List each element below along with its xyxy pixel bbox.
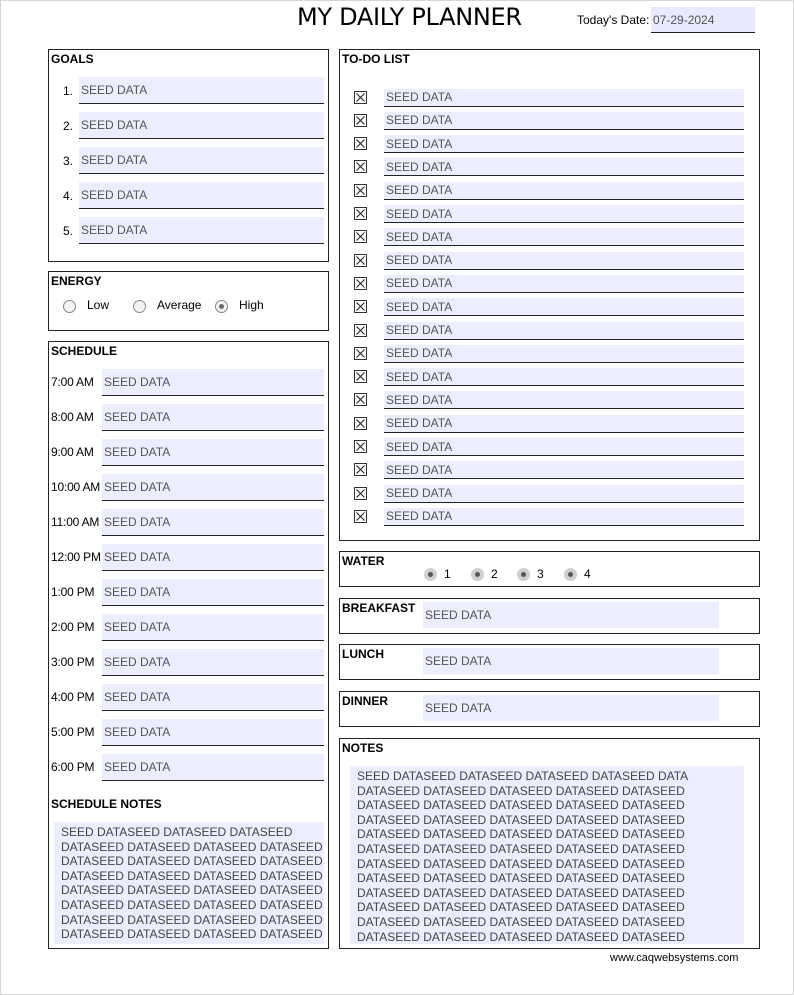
footer-site: www.caqwebsystems.com — [610, 952, 739, 964]
water-glass-radio[interactable] — [517, 568, 530, 581]
schedule-field[interactable]: SEED DATA — [102, 614, 324, 641]
schedule-field[interactable]: SEED DATA — [102, 544, 324, 571]
water-glass-radio[interactable] — [564, 568, 577, 581]
energy-radio-high[interactable] — [215, 300, 228, 313]
todo-checkbox[interactable] — [354, 277, 367, 290]
todo-field[interactable]: SEED DATA — [384, 508, 744, 526]
todo-checkbox[interactable] — [354, 254, 367, 267]
goal-field[interactable]: SEED DATA — [79, 112, 324, 139]
breakfast-field[interactable]: SEED DATA — [423, 602, 719, 628]
water-glass-label: 4 — [584, 567, 591, 581]
todo-field[interactable]: SEED DATA — [384, 298, 744, 316]
schedule-notes-field[interactable]: SEED DATASEED DATASEED DATASEED DATASEED DATASEED DATASEED DATASEED DATASEED DATASEED DATASEED DATASEED DATASEED DATASEED DATASEED DATASEED DATASEED DATASEED DATASEED DATASEED DATASEED DATASEED DATASEED DATASEED DATASEED DATASEED DATASEED DATASEED DATASEED DATASEED DATASEED DATASEED — [54, 822, 324, 944]
todo-checkbox[interactable] — [354, 417, 367, 430]
todo-field[interactable]: SEED DATA — [384, 252, 744, 270]
todo-checkbox[interactable] — [354, 207, 367, 220]
goals-label: GOALS — [51, 52, 94, 66]
todo-checkbox[interactable] — [354, 300, 367, 313]
schedule-field[interactable]: SEED DATA — [102, 439, 324, 466]
goal-field[interactable]: SEED DATA — [79, 182, 324, 209]
schedule-time: 11:00 AM — [51, 515, 100, 529]
todo-field[interactable]: SEED DATA — [384, 368, 744, 386]
todo-field[interactable]: SEED DATA — [384, 485, 744, 503]
schedule-field[interactable]: SEED DATA — [102, 684, 324, 711]
todo-field[interactable]: SEED DATA — [384, 89, 744, 107]
todo-field[interactable]: SEED DATA — [384, 415, 744, 433]
todo-field[interactable]: SEED DATA — [384, 135, 744, 153]
date-field[interactable]: 07-29-2024 — [651, 7, 755, 33]
todo-field[interactable]: SEED DATA — [384, 391, 744, 409]
goal-number: 1. — [62, 84, 73, 98]
water-glass-label: 2 — [491, 567, 498, 581]
schedule-field[interactable]: SEED DATA — [102, 474, 324, 501]
todo-field[interactable]: SEED DATA — [384, 158, 744, 176]
water-glass-label: 3 — [537, 567, 544, 581]
todo-checkbox[interactable] — [354, 184, 367, 197]
schedule-field[interactable]: SEED DATA — [102, 719, 324, 746]
goal-number: 5. — [62, 224, 73, 238]
todo-field[interactable]: SEED DATA — [384, 182, 744, 200]
todo-checkbox[interactable] — [354, 370, 367, 383]
todo-checkbox[interactable] — [354, 91, 367, 104]
schedule-time: 8:00 AM — [51, 410, 94, 424]
todo-label: TO-DO LIST — [342, 52, 410, 66]
todo-checkbox[interactable] — [354, 324, 367, 337]
date-label: Today's Date: — [577, 13, 650, 27]
page-title: MY DAILY PLANNER — [297, 3, 522, 31]
schedule-field[interactable]: SEED DATA — [102, 369, 324, 396]
todo-field[interactable]: SEED DATA — [384, 345, 744, 363]
todo-field[interactable]: SEED DATA — [384, 461, 744, 479]
water-glass-label: 1 — [444, 567, 451, 581]
notes-label: NOTES — [342, 741, 384, 755]
notes-field[interactable]: SEED DATASEED DATASEED DATASEED DATASEED DATA DATASEED DATASEED DATASEED DATASEED DATASEED DATASEED DATASEED DATASEED DATASEED DATASEED DATASEED DATASEED DATASEED DATASEED DATASEED DATASEED DATASEED DATASEED DATASEED DATASEED DATASEED DATASEED DATASEED DATASEED DATASEED DATASEED DATASEED DATASEED DATASEED DATASEED DATASEED DATASEED DATASEED DATASEED DATASEED DATASEED DATASEED DATASEED DATASEED DATASEED DATASEED DATASEED DATASEED DATASEED DATASEED DATASEED DATASEED DATASEED DATASEED DATASEED DATASEED DATASEED DATASEED DATASEED DATASEED — [350, 766, 744, 944]
lunch-field[interactable]: SEED DATA — [423, 648, 719, 674]
schedule-time: 9:00 AM — [51, 445, 94, 459]
goal-number: 3. — [62, 154, 73, 168]
water-section — [339, 551, 760, 587]
goal-field[interactable]: SEED DATA — [79, 217, 324, 244]
todo-checkbox[interactable] — [354, 393, 367, 406]
lunch-label: LUNCH — [342, 647, 384, 661]
schedule-time: 5:00 PM — [51, 725, 95, 739]
schedule-field[interactable]: SEED DATA — [102, 509, 324, 536]
todo-checkbox[interactable] — [354, 230, 367, 243]
schedule-label: SCHEDULE — [51, 344, 118, 358]
breakfast-label: BREAKFAST — [342, 601, 416, 615]
todo-field[interactable]: SEED DATA — [384, 205, 744, 223]
water-glass-radio[interactable] — [471, 568, 484, 581]
schedule-time: 4:00 PM — [51, 690, 95, 704]
schedule-time: 10:00 AM — [51, 480, 101, 494]
todo-checkbox[interactable] — [354, 487, 367, 500]
todo-field[interactable]: SEED DATA — [384, 228, 744, 246]
todo-field[interactable]: SEED DATA — [384, 275, 744, 293]
schedule-time: 6:00 PM — [51, 760, 95, 774]
energy-option-label: High — [239, 298, 264, 312]
schedule-field[interactable]: SEED DATA — [102, 404, 324, 431]
schedule-notes-label: SCHEDULE NOTES — [51, 797, 162, 811]
goal-field[interactable]: SEED DATA — [79, 147, 324, 174]
todo-checkbox[interactable] — [354, 137, 367, 150]
dinner-field[interactable]: SEED DATA — [423, 695, 719, 721]
todo-checkbox[interactable] — [354, 463, 367, 476]
schedule-time: 12:00 PM — [51, 550, 101, 564]
energy-label: ENERGY — [51, 274, 102, 288]
todo-field[interactable]: SEED DATA — [384, 322, 744, 340]
todo-checkbox[interactable] — [354, 160, 367, 173]
schedule-time: 1:00 PM — [51, 585, 95, 599]
schedule-field[interactable]: SEED DATA — [102, 649, 324, 676]
schedule-field[interactable]: SEED DATA — [102, 579, 324, 606]
todo-field[interactable]: SEED DATA — [384, 112, 744, 130]
goal-number: 2. — [62, 119, 73, 133]
energy-radio-average[interactable] — [133, 300, 146, 313]
water-glass-radio[interactable] — [424, 568, 437, 581]
energy-radio-low[interactable] — [63, 300, 76, 313]
schedule-field[interactable]: SEED DATA — [102, 754, 324, 781]
goal-number: 4. — [62, 189, 73, 203]
todo-checkbox[interactable] — [354, 114, 367, 127]
schedule-time: 2:00 PM — [51, 620, 95, 634]
todo-field[interactable]: SEED DATA — [384, 438, 744, 456]
schedule-time: 3:00 PM — [51, 655, 95, 669]
energy-option-label: Average — [157, 298, 202, 312]
energy-option-label: Low — [87, 298, 110, 312]
water-label: WATER — [342, 554, 385, 568]
todo-checkbox[interactable] — [354, 510, 367, 523]
todo-checkbox[interactable] — [354, 440, 367, 453]
goal-field[interactable]: SEED DATA — [79, 77, 324, 104]
schedule-time: 7:00 AM — [51, 375, 94, 389]
todo-checkbox[interactable] — [354, 347, 367, 360]
dinner-label: DINNER — [342, 694, 389, 708]
